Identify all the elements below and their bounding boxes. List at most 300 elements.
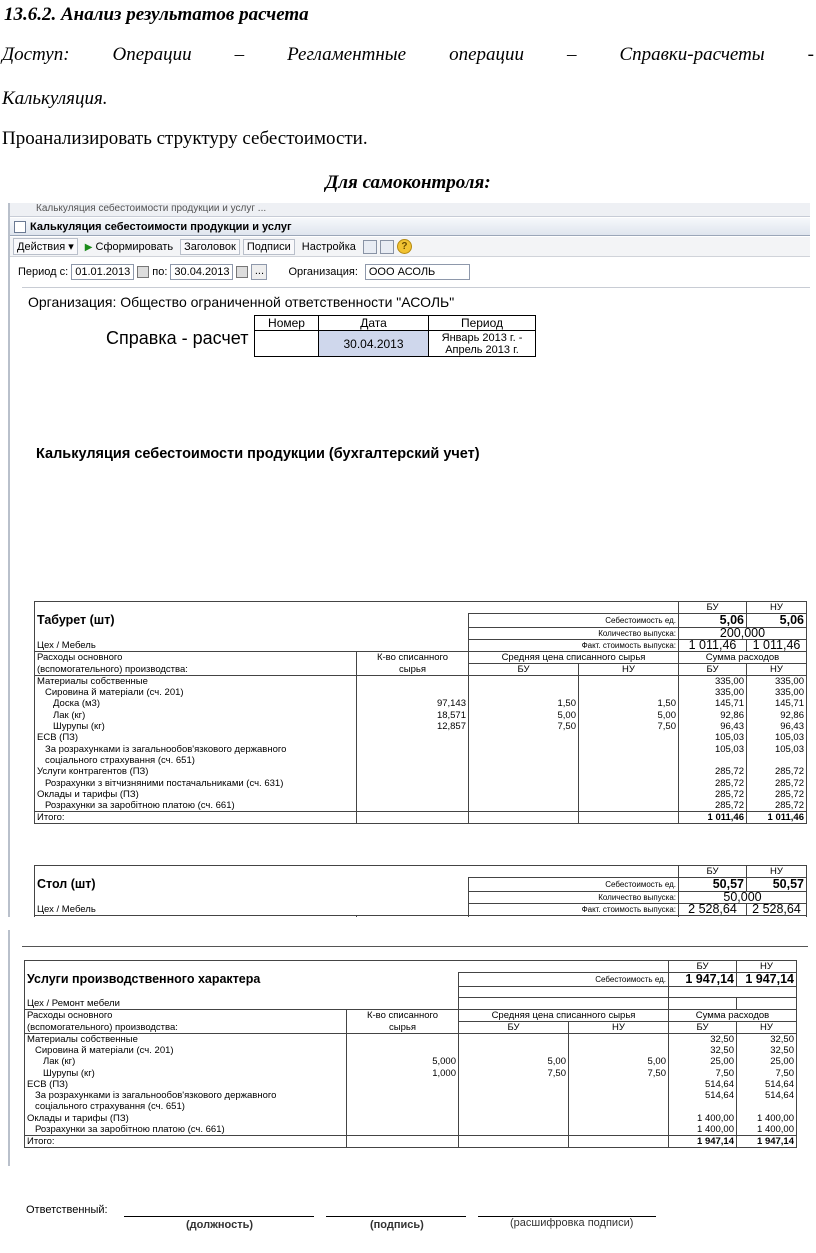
table-cell bbox=[737, 1101, 797, 1112]
expense-name: Доска (м3) bbox=[35, 698, 357, 709]
expense-name: Лак (кг) bbox=[25, 1056, 347, 1067]
sum-nu: 514,64 bbox=[737, 1090, 797, 1101]
bu-header: БУ bbox=[459, 1021, 569, 1033]
fact-cost-bu: 1 011,46 bbox=[679, 640, 747, 652]
sum-nu: 335,00 bbox=[747, 687, 807, 698]
nu-header: НУ bbox=[569, 1021, 669, 1033]
table-row bbox=[35, 710, 807, 721]
unit-cost-row bbox=[35, 614, 807, 628]
unit-cost-row bbox=[35, 878, 807, 892]
expense-name: Оклады и тарифы (ПЗ) bbox=[25, 1113, 347, 1124]
price-bu bbox=[459, 1079, 569, 1090]
table-cell bbox=[35, 628, 469, 640]
generate-button[interactable] bbox=[81, 239, 177, 255]
self-check-heading: Для самоконтроля: bbox=[325, 172, 491, 193]
table-row bbox=[35, 800, 807, 812]
table-cell bbox=[569, 1101, 669, 1112]
expense-name: Розрахунки за заробітною платою (сч. 661) bbox=[25, 1124, 347, 1136]
date-value: 30.04.2013 bbox=[319, 331, 429, 357]
table-row bbox=[35, 676, 807, 688]
qty-value bbox=[357, 800, 469, 812]
price-bu: 5,00 bbox=[459, 1056, 569, 1067]
window-title: Калькуляция себестоимости продукции и услуг bbox=[30, 221, 292, 233]
number-value bbox=[255, 331, 319, 357]
sum-bu: 145,71 bbox=[679, 698, 747, 709]
table-row bbox=[35, 743, 807, 754]
organization-label: Организация: bbox=[288, 266, 358, 278]
captions-toggle-button[interactable]: Подписи bbox=[243, 239, 295, 255]
expense-name: Розрахунки з вітчизняними постачальниками (сч. 631) bbox=[35, 777, 357, 788]
section-heading: 13.6.2. Анализ результатов расчета bbox=[4, 4, 309, 25]
table-row bbox=[35, 721, 807, 732]
expenses-header bbox=[35, 916, 357, 918]
divider bbox=[22, 946, 808, 947]
expenses-header: Расходы основного bbox=[25, 1009, 347, 1021]
fact-cost-nu bbox=[737, 998, 797, 1010]
price-nu bbox=[579, 732, 679, 743]
qty-value bbox=[357, 777, 469, 788]
expense-name: соціального страхування (сч. 651) bbox=[35, 755, 357, 766]
qty-header: сырья bbox=[347, 1021, 459, 1033]
expenses-header: Расходы основного bbox=[35, 652, 357, 664]
price-nu: 1,50 bbox=[579, 698, 679, 709]
price-bu: 7,50 bbox=[469, 721, 579, 732]
sum-bu: 92,86 bbox=[679, 710, 747, 721]
settings-button[interactable]: Настройка bbox=[301, 240, 356, 253]
unit-cost-nu: 5,06 bbox=[747, 614, 807, 628]
filter-bar bbox=[10, 261, 810, 283]
table-cell bbox=[25, 987, 459, 998]
fact-cost-row bbox=[35, 904, 807, 916]
spravka-title: Справка - расчет bbox=[106, 328, 249, 348]
price-nu: 5,00 bbox=[579, 710, 679, 721]
price-bu bbox=[459, 1033, 569, 1045]
total-nu: 1 011,46 bbox=[747, 811, 807, 823]
sum-bu: 514,64 bbox=[669, 1090, 737, 1101]
quantity-label: Количество выпуска: bbox=[469, 892, 679, 904]
access-part: – bbox=[567, 44, 577, 65]
table-cell bbox=[459, 1101, 569, 1112]
total-label: Итого: bbox=[25, 1135, 347, 1147]
qty-value bbox=[357, 687, 469, 698]
expense-name: Услуги контрагентов (ПЗ) bbox=[35, 766, 357, 777]
price-nu bbox=[569, 1033, 669, 1045]
position-caption: (должность) bbox=[186, 1219, 254, 1231]
toolbar bbox=[10, 237, 810, 257]
expense-name: ЕСВ (ПЗ) bbox=[35, 732, 357, 743]
sum-nu: 285,72 bbox=[747, 800, 807, 812]
table-cell bbox=[459, 1135, 569, 1147]
sum-nu: 145,71 bbox=[747, 698, 807, 709]
qty-value bbox=[357, 789, 469, 800]
table-row bbox=[25, 1124, 797, 1136]
table-cell bbox=[579, 811, 679, 823]
fact-cost-row bbox=[35, 640, 807, 652]
price-nu: 7,50 bbox=[569, 1067, 669, 1078]
price-bu bbox=[469, 687, 579, 698]
quantity-value: 200,000 bbox=[679, 628, 807, 640]
table-cell bbox=[469, 755, 579, 766]
number-header: Номер bbox=[255, 316, 319, 331]
sum-bu: 335,00 bbox=[679, 687, 747, 698]
price-bu bbox=[469, 800, 579, 812]
help-icon[interactable]: ? bbox=[397, 239, 412, 254]
sum-nu: 1 400,00 bbox=[737, 1113, 797, 1124]
sum-nu: 32,50 bbox=[737, 1033, 797, 1045]
price-nu bbox=[569, 1113, 669, 1124]
expense-name: Материалы собственные bbox=[35, 676, 357, 688]
expense-name: Лак (кг) bbox=[35, 710, 357, 721]
sum-nu: 514,64 bbox=[737, 1079, 797, 1090]
total-row bbox=[25, 1135, 797, 1147]
expense-name: За розрахунками із загальнообов'язкового державного bbox=[35, 743, 357, 754]
position-line bbox=[124, 1216, 314, 1217]
column-subheader-row bbox=[25, 1021, 797, 1033]
qty-value bbox=[347, 1124, 459, 1136]
sum-nu: 285,72 bbox=[747, 789, 807, 800]
unit-cost-row bbox=[25, 973, 797, 987]
qty-header: К-во списанного bbox=[347, 1009, 459, 1021]
sum-bu: 25,00 bbox=[669, 1056, 737, 1067]
decoding-caption: (расшифровка подписи) bbox=[510, 1217, 634, 1229]
fact-cost-label bbox=[459, 998, 669, 1010]
access-part: Доступ: bbox=[2, 44, 70, 65]
cost-table bbox=[24, 960, 797, 1148]
avg-price-header bbox=[469, 916, 679, 918]
table-cell bbox=[569, 1135, 669, 1147]
sum-nu: 105,03 bbox=[747, 732, 807, 743]
expenses-header: (вспомогательного) производства: bbox=[25, 1021, 347, 1033]
price-nu bbox=[579, 800, 679, 812]
sum-bu: 32,50 bbox=[669, 1045, 737, 1056]
price-bu bbox=[469, 743, 579, 754]
period-from-text: Январь 2013 г. - bbox=[441, 331, 523, 344]
document-header-table bbox=[254, 315, 536, 357]
organization-line: Организация: Общество ограниченной ответственности "АСОЛЬ" bbox=[28, 294, 455, 310]
expense-name: Шурупы (кг) bbox=[25, 1067, 347, 1078]
shop-name: Цех / Ремонт мебели bbox=[27, 997, 120, 1009]
fact-cost-bu: 2 528,64 bbox=[679, 904, 747, 916]
quantity-label bbox=[459, 987, 669, 998]
unit-cost-label: Себестоимость ед. bbox=[469, 878, 679, 892]
qty-value: 18,571 bbox=[357, 710, 469, 721]
price-bu bbox=[459, 1124, 569, 1136]
sum-nu: 32,50 bbox=[737, 1045, 797, 1056]
task-text: Проанализировать структуру себестоимости. bbox=[2, 128, 368, 149]
total-bu: 1 947,14 bbox=[669, 1135, 737, 1147]
total-label: Итого: bbox=[35, 811, 357, 823]
expense-name: Сировина й матеріали (сч. 201) bbox=[35, 687, 357, 698]
access-part: Справки-расчеты bbox=[619, 44, 765, 65]
organization-input[interactable]: ООО АСОЛЬ bbox=[365, 264, 470, 280]
nu-header: НУ bbox=[737, 1021, 797, 1033]
sum-bu: 335,00 bbox=[679, 676, 747, 688]
price-nu: 5,00 bbox=[569, 1056, 669, 1067]
header-toggle-button[interactable]: Заголовок bbox=[180, 239, 240, 255]
nu-header: НУ bbox=[747, 866, 807, 878]
product-name: Табурет (шт) bbox=[37, 613, 115, 627]
price-bu bbox=[469, 777, 579, 788]
fact-cost-bu bbox=[669, 998, 737, 1010]
access-part: Регламентные bbox=[287, 44, 407, 65]
nu-header: НУ bbox=[579, 664, 679, 676]
price-nu bbox=[579, 766, 679, 777]
table-row bbox=[25, 1033, 797, 1045]
qty-header: К-во списанного bbox=[357, 652, 469, 664]
expense-name: За розрахунками із загальнообов'язкового державного bbox=[25, 1090, 347, 1101]
price-bu bbox=[459, 1113, 569, 1124]
qty-value bbox=[347, 1090, 459, 1101]
export-icon[interactable] bbox=[380, 240, 394, 254]
unit-cost-bu: 5,06 bbox=[679, 614, 747, 628]
column-header-row bbox=[35, 916, 807, 918]
access-part: Операции bbox=[112, 44, 192, 65]
access-path bbox=[2, 44, 814, 66]
table-row bbox=[25, 1113, 797, 1124]
qty-value bbox=[357, 743, 469, 754]
column-header-row bbox=[25, 1009, 797, 1021]
table-cell bbox=[347, 1135, 459, 1147]
sum-bu: 32,50 bbox=[669, 1033, 737, 1045]
header-row bbox=[35, 602, 807, 614]
sum-bu: 285,72 bbox=[679, 789, 747, 800]
price-nu: 7,50 bbox=[579, 721, 679, 732]
sum-header: Сумма расходов bbox=[669, 1009, 797, 1021]
unit-cost-label: Себестоимость ед. bbox=[469, 614, 679, 628]
table-cell bbox=[35, 866, 469, 878]
calendar-icon[interactable] bbox=[236, 266, 248, 278]
price-nu bbox=[579, 777, 679, 788]
price-bu bbox=[459, 1045, 569, 1056]
sum-nu: 92,86 bbox=[747, 710, 807, 721]
price-nu bbox=[569, 1124, 669, 1136]
table-cell bbox=[679, 755, 747, 766]
qty-value: 97,143 bbox=[357, 698, 469, 709]
table-row bbox=[25, 1056, 797, 1067]
report-window-continued bbox=[8, 930, 810, 1166]
price-nu bbox=[569, 1079, 669, 1090]
sum-bu: 105,03 bbox=[679, 732, 747, 743]
fact-cost-nu: 1 011,46 bbox=[747, 640, 807, 652]
table-cell bbox=[469, 866, 679, 878]
sum-bu: 96,43 bbox=[679, 721, 747, 732]
table-cell bbox=[357, 755, 469, 766]
bu-header: БУ bbox=[679, 602, 747, 614]
table-row bbox=[35, 766, 807, 777]
sum-nu: 25,00 bbox=[737, 1056, 797, 1067]
responsible-label: Ответственный: bbox=[26, 1204, 108, 1216]
table-cell bbox=[25, 961, 459, 973]
table-row bbox=[25, 1079, 797, 1090]
qty-value bbox=[357, 732, 469, 743]
table-row bbox=[25, 1067, 797, 1078]
price-bu bbox=[469, 732, 579, 743]
signature-caption: (подпись) bbox=[370, 1219, 424, 1231]
window-top-strip: Калькуляция себестоимости продукции и услуг ... bbox=[10, 203, 810, 217]
date-header: Дата bbox=[319, 316, 429, 331]
signature-line bbox=[326, 1216, 466, 1217]
access-path-continued: Калькуляция. bbox=[2, 88, 108, 109]
expense-name: Шурупы (кг) bbox=[35, 721, 357, 732]
sum-bu: 105,03 bbox=[679, 743, 747, 754]
save-icon[interactable] bbox=[363, 240, 377, 254]
quantity-value: 50,000 bbox=[679, 892, 807, 904]
fact-cost-row bbox=[25, 998, 797, 1010]
column-subheader-row bbox=[35, 664, 807, 676]
access-part: – bbox=[234, 44, 245, 65]
table-row bbox=[35, 755, 807, 766]
unit-cost-nu: 50,57 bbox=[747, 878, 807, 892]
table-row bbox=[25, 1101, 797, 1112]
price-nu bbox=[569, 1045, 669, 1056]
expense-name: Материалы собственные bbox=[25, 1033, 347, 1045]
table-cell bbox=[35, 602, 469, 614]
price-bu bbox=[469, 676, 579, 688]
report-window bbox=[8, 203, 810, 917]
unit-cost-nu: 1 947,14 bbox=[737, 973, 797, 987]
sum-nu: 96,43 bbox=[747, 721, 807, 732]
period-value bbox=[429, 331, 536, 357]
nu-header: НУ bbox=[747, 664, 807, 676]
bu-header: БУ bbox=[679, 664, 747, 676]
table-cell bbox=[579, 755, 679, 766]
play-icon: ▶ bbox=[84, 241, 93, 253]
generate-label: Сформировать bbox=[95, 240, 174, 253]
price-bu bbox=[469, 766, 579, 777]
sum-bu: 7,50 bbox=[669, 1067, 737, 1078]
period-select-button[interactable]: ... bbox=[251, 264, 267, 280]
sum-bu: 285,72 bbox=[679, 800, 747, 812]
qty-header bbox=[357, 916, 469, 918]
table-row bbox=[35, 687, 807, 698]
sum-bu: 1 400,00 bbox=[669, 1113, 737, 1124]
unit-cost-bu: 50,57 bbox=[679, 878, 747, 892]
table-cell bbox=[357, 811, 469, 823]
sum-nu: 7,50 bbox=[737, 1067, 797, 1078]
table-row bbox=[35, 698, 807, 709]
sum-bu: 285,72 bbox=[679, 777, 747, 788]
qty-value bbox=[347, 1113, 459, 1124]
table-row bbox=[35, 789, 807, 800]
price-bu bbox=[459, 1090, 569, 1101]
expense-name: Розрахунки за заробітною платою (сч. 661) bbox=[35, 800, 357, 812]
table-row bbox=[35, 777, 807, 788]
price-nu bbox=[569, 1090, 669, 1101]
period-to-input[interactable]: 30.04.2013 bbox=[170, 264, 233, 280]
shop-name: Цех / Мебель bbox=[37, 639, 96, 651]
header-row bbox=[35, 866, 807, 878]
table-cell bbox=[669, 1101, 737, 1112]
period-from-input[interactable]: 01.01.2013 bbox=[71, 264, 134, 280]
quantity-row bbox=[25, 987, 797, 998]
period-header: Период bbox=[429, 316, 536, 331]
fact-cost-nu: 2 528,64 bbox=[747, 904, 807, 916]
expense-name: Оклады и тарифы (ПЗ) bbox=[35, 789, 357, 800]
access-part: операции bbox=[449, 44, 525, 65]
quantity-row bbox=[35, 892, 807, 904]
price-bu bbox=[469, 789, 579, 800]
sum-bu: 1 400,00 bbox=[669, 1124, 737, 1136]
qty-value bbox=[357, 676, 469, 688]
calculation-title: Калькуляция себестоимости продукции (бухгалтерский учет) bbox=[36, 446, 480, 462]
expenses-header: (вспомогательного) производства: bbox=[35, 664, 357, 676]
expense-name: Сировина й матеріали (сч. 201) bbox=[25, 1045, 347, 1056]
fact-cost-label: Факт. стоимость выпуска: bbox=[469, 640, 679, 652]
unit-cost-bu: 1 947,14 bbox=[669, 973, 737, 987]
sum-bu: 285,72 bbox=[679, 766, 747, 777]
report-sheet bbox=[22, 287, 810, 917]
product-name: Услуги производственного характера bbox=[27, 972, 261, 986]
quantity-label: Количество выпуска: bbox=[469, 628, 679, 640]
sum-nu: 285,72 bbox=[747, 766, 807, 777]
expense-name: соціального страхування (сч. 651) bbox=[25, 1101, 347, 1112]
quantity-row bbox=[35, 628, 807, 640]
expense-name: ЕСВ (ПЗ) bbox=[25, 1079, 347, 1090]
total-nu: 1 947,14 bbox=[737, 1135, 797, 1147]
quantity-value bbox=[669, 987, 797, 998]
period-to-label: по: bbox=[152, 266, 168, 278]
avg-price-header: Средняя цена списанного сырья bbox=[459, 1009, 669, 1021]
table-cell bbox=[469, 602, 679, 614]
cost-table bbox=[34, 601, 807, 824]
sum-nu: 105,03 bbox=[747, 743, 807, 754]
column-header-row bbox=[35, 652, 807, 664]
cost-table bbox=[34, 865, 807, 917]
price-bu: 7,50 bbox=[459, 1067, 569, 1078]
period-from-label: Период с: bbox=[18, 266, 69, 278]
qty-value: 12,857 bbox=[357, 721, 469, 732]
signature-block bbox=[26, 1200, 786, 1240]
sum-header bbox=[679, 916, 807, 918]
table-row bbox=[25, 1090, 797, 1101]
qty-value bbox=[347, 1045, 459, 1056]
window-titlebar bbox=[10, 218, 810, 236]
qty-value bbox=[347, 1033, 459, 1045]
total-bu: 1 011,46 bbox=[679, 811, 747, 823]
product-name: Стол (шт) bbox=[37, 877, 96, 891]
sum-bu: 514,64 bbox=[669, 1079, 737, 1090]
price-nu bbox=[579, 687, 679, 698]
table-cell bbox=[469, 811, 579, 823]
qty-value: 5,000 bbox=[347, 1056, 459, 1067]
sum-nu: 335,00 bbox=[747, 676, 807, 688]
qty-value bbox=[357, 766, 469, 777]
qty-value bbox=[347, 1079, 459, 1090]
access-part: - bbox=[807, 44, 814, 65]
qty-value: 1,000 bbox=[347, 1067, 459, 1078]
bu-header: БУ bbox=[669, 1021, 737, 1033]
avg-price-header: Средняя цена списанного сырья bbox=[469, 652, 679, 664]
bu-header: БУ bbox=[669, 961, 737, 973]
actions-menu-button[interactable]: Действия ▾ bbox=[13, 238, 78, 255]
price-nu bbox=[579, 789, 679, 800]
nu-header: НУ bbox=[747, 602, 807, 614]
window-icon bbox=[14, 221, 26, 233]
calendar-icon[interactable] bbox=[137, 266, 149, 278]
nu-header: НУ bbox=[737, 961, 797, 973]
bu-header: БУ bbox=[679, 866, 747, 878]
period-to-text: Апрель 2013 г. bbox=[445, 343, 519, 356]
table-row bbox=[25, 1045, 797, 1056]
table-row bbox=[35, 732, 807, 743]
table-cell bbox=[35, 892, 469, 904]
sum-nu: 285,72 bbox=[747, 777, 807, 788]
table-cell bbox=[459, 961, 669, 973]
price-bu: 5,00 bbox=[469, 710, 579, 721]
unit-cost-label: Себестоимость ед. bbox=[459, 973, 669, 987]
shop-name: Цех / Мебель bbox=[37, 903, 96, 915]
sum-header: Сумма расходов bbox=[679, 652, 807, 664]
